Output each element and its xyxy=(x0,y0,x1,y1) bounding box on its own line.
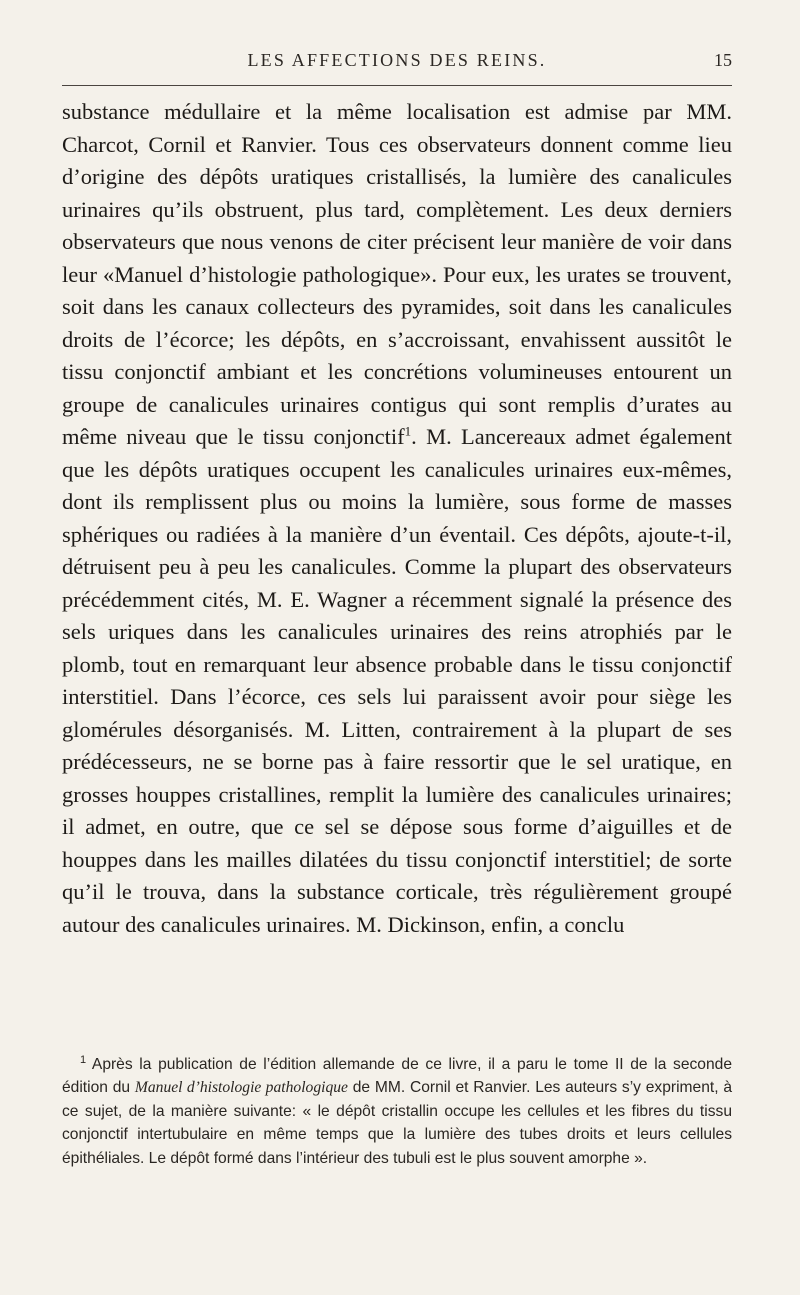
body-text-part-1: substance médullaire et la même localisation est admise par MM. Charcot, Cornil et Ranvier. Tous ces observateurs donnent comme lieu d’origine des dépôts uratiques cristallisés, la lumière des canalicules urinaires qu’ils obstruent, plus tard, complètement. Les deux derniers observateurs que nous venons de citer précisent leur manière de voir dans leur «Manuel d’histologie pathologique». Pour eux, les urates se trouvent, soit dans les canaux collecteurs des pyramides, soit dans les canalicules droits de l’écorce; les dépôts, en s’accroissant, envahissent aussitôt le tissu conjonctif ambiant et les concrétions volumineuses entourent un groupe de canalicules urinaires contigus qui sont remplis d’urates au même niveau que le tissu conjonctif xyxy=(62,99,732,449)
footnote-reference: 1 xyxy=(404,423,412,439)
page-header xyxy=(62,48,732,88)
footnote-book-title: Manuel d’histologie pathologique xyxy=(134,1079,348,1097)
running-title: LES AFFECTIONS DES REINS. xyxy=(247,50,547,70)
body-text-part-2: . M. Lancereaux admet également que les dépôts uratiques occupent les canalicules urinaires eux-mêmes, dont ils remplissent plus ou moins la lumière, sous forme de masses sphériques ou radiées à la manière d’un éventail. Ces dépôts, ajoute-t-il, détruisent peu à peu les canalicules. Comme la plupart des observateurs précédemment cités, M. E. Wagner a récemment signalé la présence des sels uriques dans les canalicules urinaires des reins atrophiés par le plomb, tout en remarquant leur absence probable dans le tissu conjonctif interstitiel. Dans l’écorce, ces sels lui paraissent avoir pour siège les glomérules désorganisés. M. Litten, contrairement à la plupart de ses prédécesseurs, ne se borne pas à faire ressortir que le sel uratique, en grosses houppes cristallines, remplit la lumière des canalicules urinaires; il admet, en outre, que ce sel se dépose sous forme d’aiguilles et de houppes dans les mailles dilatées du tissu conjonctif interstitiel; de sorte qu’il le trouva, dans la substance corticale, très régulièrement groupé autour des canalicules urinaires. M. Dickinson, enfin, a conclu xyxy=(62,424,732,937)
footnote-text-part-2: de MM. Cornil et Ranvier. Les auteurs s’y expriment, à ce sujet, de la manière suivante: « le dépôt cristallin occupe les cellules et les fibres du tissu conjonctif intertubulaire en même temps que la lumière des tubes droits et leurs cellules épithéliales. Le dépôt formé dans l’intérieur des tubuli est le plus souvent amorphe ». xyxy=(62,1079,732,1167)
footnote xyxy=(62,1053,732,1170)
page-number: 15 xyxy=(714,50,732,70)
footnote-text-part-1: Après la publication de l’édition allemande de ce livre, il a paru le tome II de la seconde édition du xyxy=(62,1056,732,1097)
body-paragraph xyxy=(62,96,732,941)
footnote-marker: 1 xyxy=(80,1053,87,1066)
header-rule xyxy=(62,85,732,86)
